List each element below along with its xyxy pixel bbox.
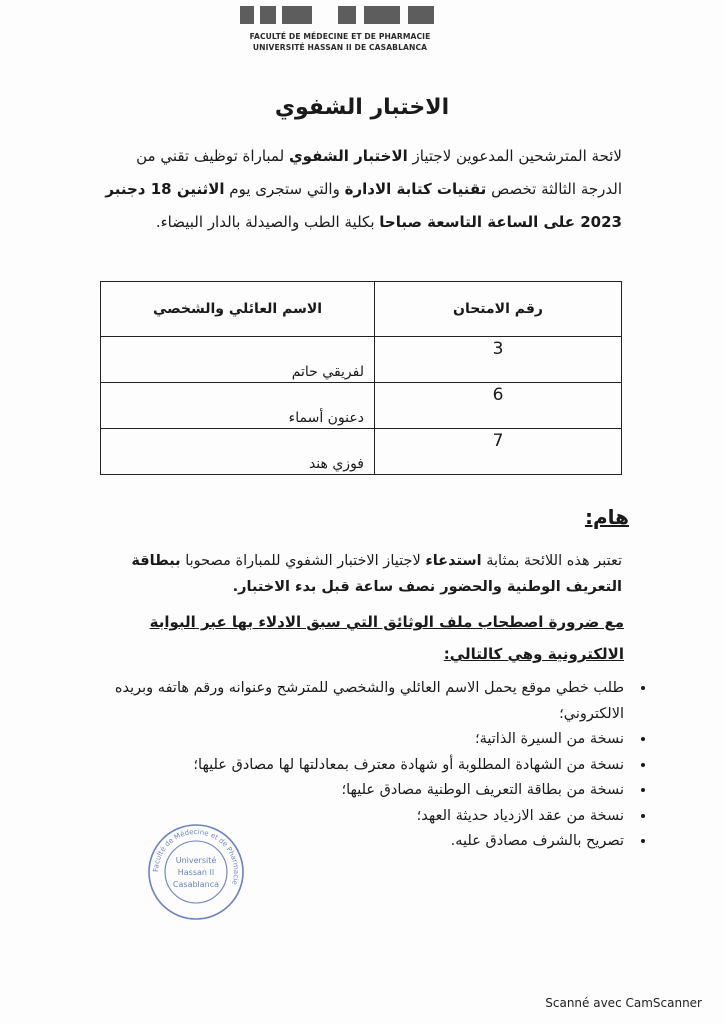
list-item: • نسخة من الشهادة المطلوبة أو شهادة معترف بمعادلتها لها مصادق عليها؛	[90, 753, 630, 779]
stamp-center-1: Université	[175, 856, 217, 865]
cell-exam-number: 7	[375, 429, 622, 475]
candidates-table	[100, 281, 622, 475]
intro-text-1: لائحة المترشحين المدعوين لاجتياز	[407, 147, 622, 165]
scanner-watermark: Scanné avec CamScanner	[545, 996, 702, 1010]
header-exam-number: رقم الامتحان	[375, 282, 622, 337]
official-stamp	[146, 822, 246, 922]
notice-text-1: تعتبر هذه اللائحة بمثابة	[481, 553, 622, 569]
intro-bold-1: الاختبار الشفوي	[288, 147, 408, 165]
list-item: • نسخة من بطاقة التعريف الوطنية مصادق عليها؛	[90, 778, 630, 804]
intro-text-4: بكلية الطب والصيدلة بالدار البيضاء.	[155, 213, 380, 231]
cell-full-name: دعنون أسماء	[101, 383, 375, 429]
list-item: • تصريح بالشرف مصادق عليه.	[90, 829, 630, 855]
intro-paragraph	[100, 140, 622, 239]
important-heading: هام:	[584, 505, 629, 529]
cell-full-name: لفريقي حاتم	[101, 337, 375, 383]
page-title: الاختبار الشفوي	[274, 95, 450, 120]
header-full-name: الاسم العائلي والشخصي	[101, 282, 375, 337]
notice-bold-1: استدعاء	[425, 553, 482, 569]
faculty-line-2: UNIVERSITÉ HASSAN II DE CASABLANCA	[252, 43, 428, 52]
table-row	[101, 383, 622, 429]
notice-text-2: لاجتياز الاختبار الشفوي للمباراة مصحوبا	[180, 553, 426, 569]
stamp-ring-text: Faculté de Médecine et de Pharmacie	[151, 827, 241, 886]
list-item: • طلب خطي موقع يحمل الاسم العائلي والشخصي للمترشح وعنوانه ورقم هاتفه وبريده الالكتروني؛	[90, 676, 630, 727]
stamp-center-2: Hassan II	[177, 868, 215, 877]
stamp-center-3: Casablanca	[172, 880, 220, 889]
table-row	[101, 429, 622, 475]
table-header-row	[101, 282, 622, 337]
list-item: • نسخة من السيرة الذاتية؛	[90, 727, 630, 753]
intro-text-2: لمباراة توظيف تقني من الدرجة الثالثة تخصص	[136, 147, 622, 198]
faculty-logo	[240, 0, 436, 28]
intro-bold-3: الاثنين 18 دجنبر 2023 على الساعة التاسعة صباحا	[105, 180, 622, 231]
notice-bold-2: ببطاقة التعريف الوطنية والحضور نصف ساعة قبل بدء الاختبار.	[131, 553, 622, 595]
list-item: • نسخة من عقد الازدياد حديثة العهد؛	[90, 804, 630, 830]
cell-full-name: فوزي هند	[101, 429, 375, 475]
faculty-line-1: FACULTÉ DE MÉDECINE ET DE PHARMACIE	[249, 32, 431, 41]
intro-text-3: والتي ستجرى يوم	[224, 180, 345, 198]
cell-exam-number: 6	[375, 383, 622, 429]
intro-bold-2: تقنيات كتابة الادارة	[344, 180, 487, 198]
notice-paragraph	[100, 548, 622, 600]
cell-exam-number: 3	[375, 337, 622, 383]
faculty-name	[240, 31, 440, 53]
documents-intro: مع ضرورة اصطحاب ملف الوثائق التي سبق الادلاء بها عبر البوابة الالكترونية وهي كالتالي:	[149, 613, 624, 663]
table-row	[101, 337, 622, 383]
